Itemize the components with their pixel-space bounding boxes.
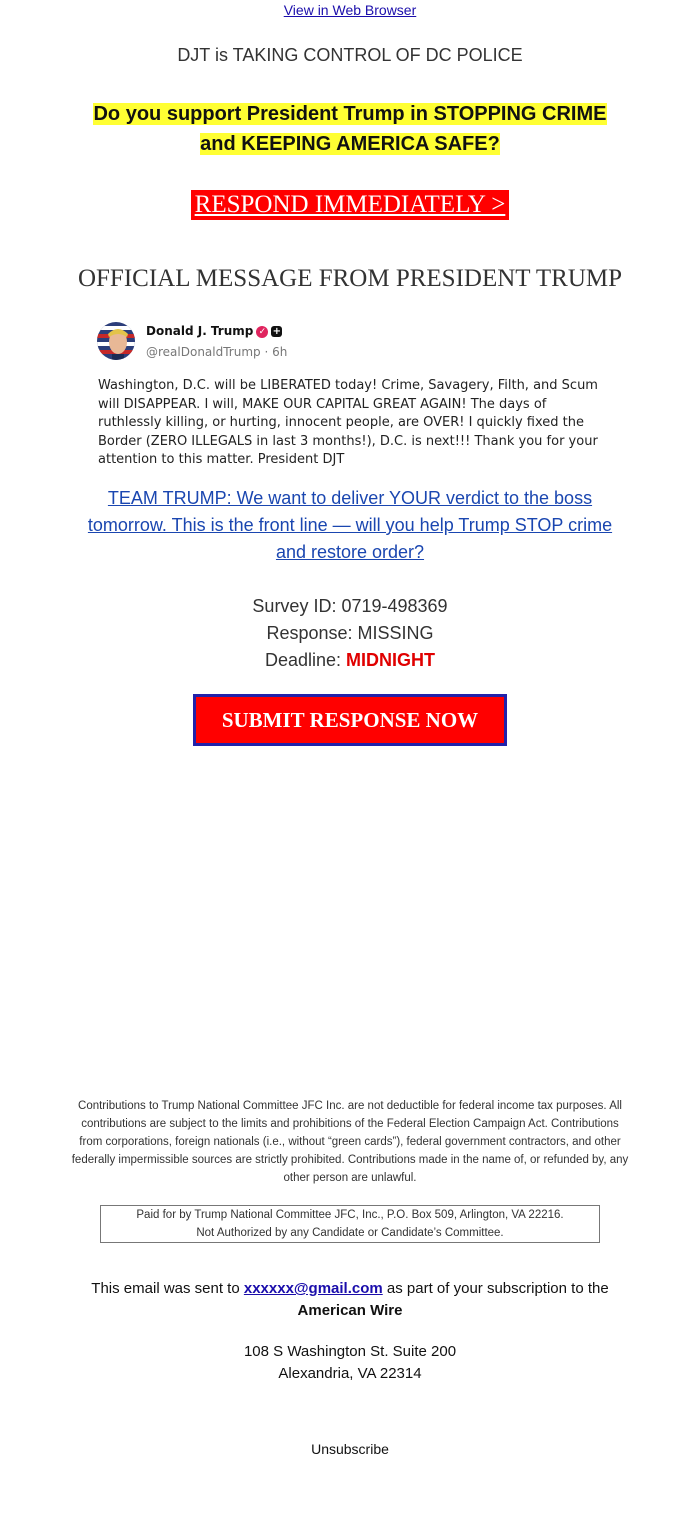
tweet-card[interactable] xyxy=(97,320,607,470)
survey-id-row xyxy=(0,593,700,620)
unsubscribe-link[interactable]: Unsubscribe xyxy=(311,1441,389,1457)
address-line-1: 108 S Washington St. Suite 200 xyxy=(243,1343,457,1360)
submit-response-button[interactable]: SUBMIT RESPONSE NOW xyxy=(193,694,507,746)
deadline-value: MIDNIGHT xyxy=(346,650,436,670)
legal-disclaimer: Contributions to Trump National Committee JFC Inc. are not deductible for federal income tax purposes. All contributions are subject to the limits and prohibitions of the Federal Election Campaign Act. Contributions from corporations, foreign nationals (i.e., without “green cards”), federal government contractors, and other federally impermissible sources are strictly prohibited. Contributions made in the name of, or refunded by, any other person are unlawful. xyxy=(71,1100,629,1184)
question-heading xyxy=(0,99,700,159)
tweet-handle: @realDonaldTrump · 6h xyxy=(146,345,288,359)
paid-for-line-2: Not Authorized by any Candidate or Candidate’s Committee. xyxy=(196,1227,504,1239)
paid-for-line-1: Paid for by Trump National Committee JFC, Inc., P.O. Box 509, Arlington, VA 22216. xyxy=(136,1209,564,1221)
recipient-email-link[interactable]: xxxxxx@gmail.com xyxy=(243,1280,383,1297)
respond-wrap xyxy=(0,190,700,220)
address-line-2: Alexandria, VA 22314 xyxy=(278,1365,422,1382)
sent-prefix: This email was sent to xyxy=(91,1280,240,1297)
mailing-address xyxy=(0,1341,700,1385)
response-label: Response: xyxy=(266,623,353,643)
question-line-1: Do you support President Trump in STOPPING CRIME xyxy=(93,103,607,125)
list-name: American Wire xyxy=(297,1302,403,1319)
paid-for-box xyxy=(100,1205,600,1243)
response-row xyxy=(0,620,700,647)
question-line-2: and KEEPING AMERICA SAFE? xyxy=(200,133,500,155)
tweet-author-name xyxy=(146,324,282,338)
sent-to-notice xyxy=(80,1278,620,1322)
headline: DJT is TAKING CONTROL OF DC POLICE xyxy=(177,45,523,65)
official-message-title: OFFICIAL MESSAGE FROM PRESIDENT TRUMP xyxy=(77,265,623,292)
sent-suffix: as part of your subscription to the xyxy=(386,1280,609,1297)
verified-badge-icon: ✓ xyxy=(256,326,268,338)
tweet-author: Donald J. Trump xyxy=(146,324,254,338)
response-value: MISSING xyxy=(357,623,434,643)
view-in-browser-link[interactable]: View in Web Browser xyxy=(283,2,417,18)
plus-badge-icon: + xyxy=(272,326,282,337)
respond-immediately-button[interactable]: RESPOND IMMEDIATELY > xyxy=(191,190,510,220)
tweet-text: Washington, D.C. will be LIBERATED today! Crime, Savagery, Filth, and Scum will DISAPPEAR. I will, MAKE OUR CAPITAL GREAT AGAIN! The days of ruthlessly killing, or hurting, innocent people, are OVER! I quickly fixed the Border (ZERO ILLEGALS in last 3 months!), D.C. is next!!! Thank you for your attention to this matter. President DJT xyxy=(98,378,598,467)
avatar xyxy=(97,322,135,360)
team-trump-link[interactable]: TEAM TRUMP: We want to deliver YOUR verdict to the boss tomorrow. This is the front line — will you help Trump STOP crime and restore order? xyxy=(87,488,613,562)
survey-id-value: 0719-498369 xyxy=(341,596,448,616)
survey-info xyxy=(0,593,700,674)
deadline-row xyxy=(0,647,700,674)
survey-id-label: Survey ID: xyxy=(252,596,337,616)
deadline-label: Deadline: xyxy=(264,650,342,670)
